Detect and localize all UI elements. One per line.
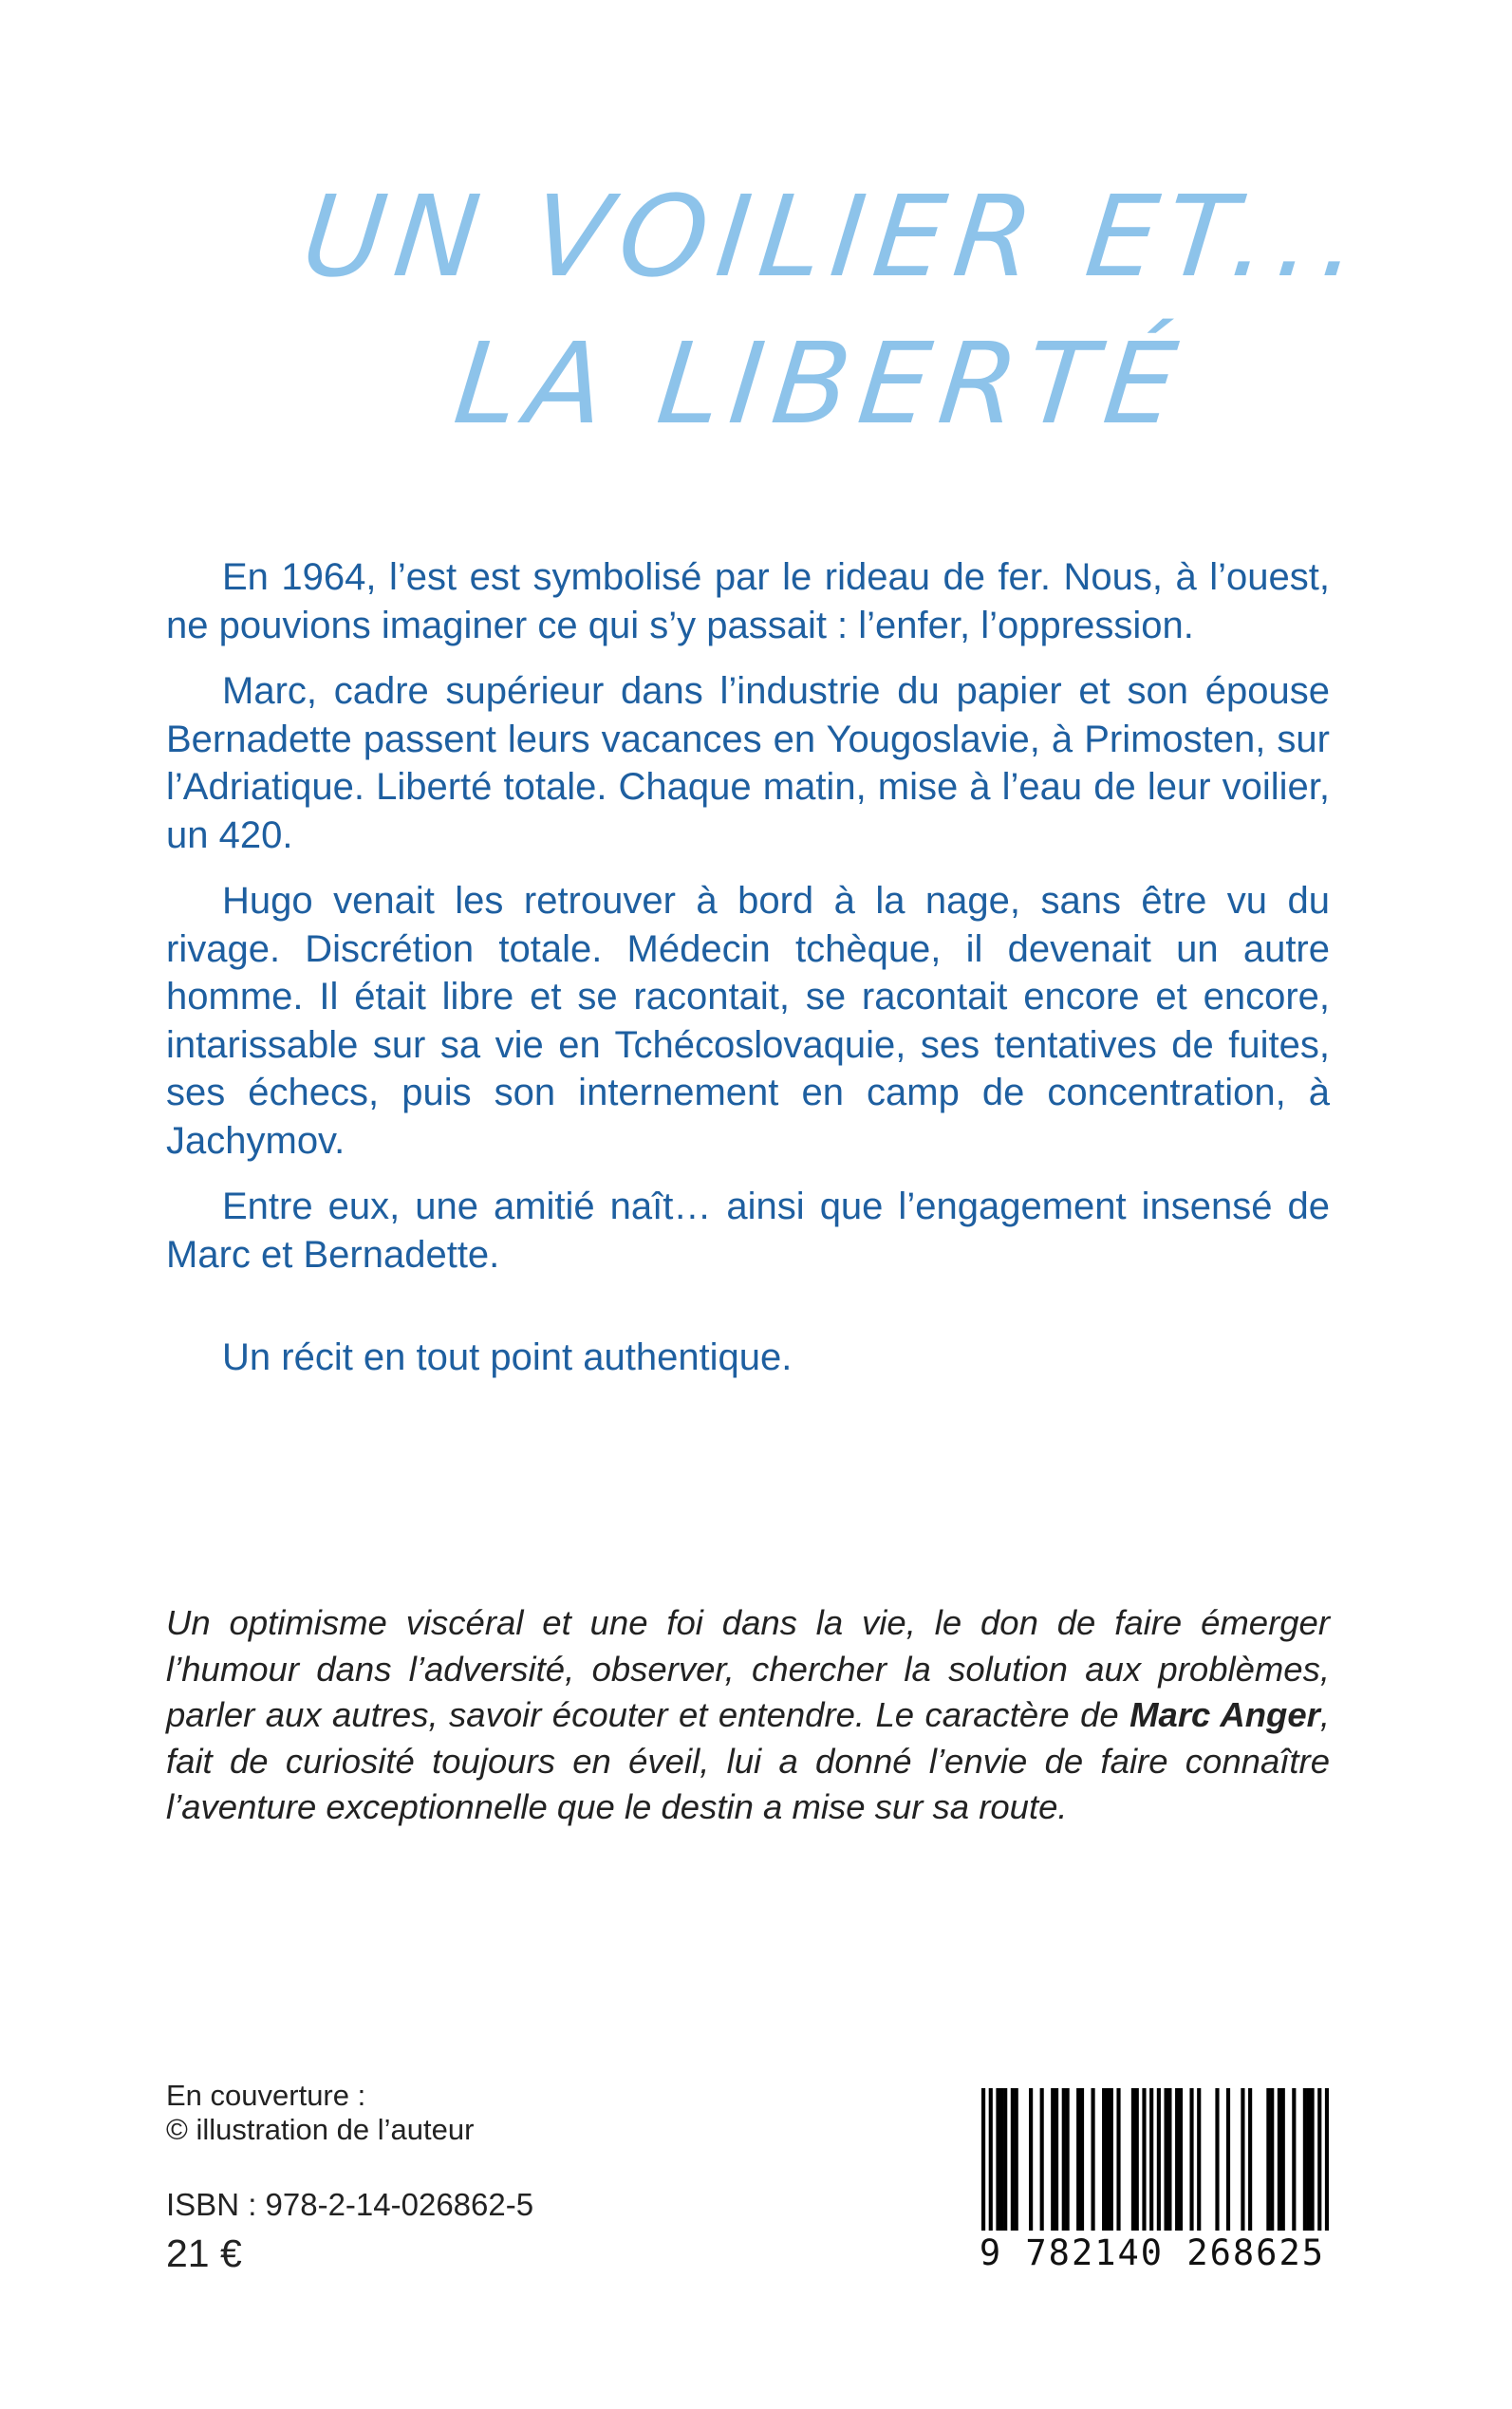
barcode-bar (1110, 2088, 1113, 2232)
barcode-bar (1062, 2088, 1066, 2232)
synopsis (166, 553, 1330, 1400)
synopsis-paragraph: Hugo venait les retrouver à bord à la nage, sans être vu du rivage. Discrétion totale. Médecin tchèque, il devenait un autre homme. Il était libre et se racontait, se racontait encore et encore, intarissable sur sa vie en Tchécoslovaquie, ses tentatives de fuites, ses échecs, puis son internement en camp de concentration, à Jachymov. (166, 880, 1330, 1162)
barcode-bar (1311, 2088, 1315, 2232)
book-title-line-1: UN VOILIER ET... (296, 171, 1374, 302)
barcode-bar (1281, 2088, 1285, 2232)
isbn: ISBN : 978-2-14-026862-5 (166, 2187, 534, 2222)
barcode-bar (1080, 2088, 1084, 2232)
barcode-bar (996, 2088, 999, 2232)
barcode-bar (1189, 2088, 1193, 2232)
barcode-bar (1215, 2088, 1219, 2232)
cover-credits-label: En couverture : (166, 2079, 366, 2112)
cover-credits-value: © illustration de l’auteur (166, 2113, 475, 2146)
cover-credits (166, 2079, 474, 2147)
barcode-bar (1040, 2088, 1044, 2232)
synopsis-closing: Un récit en tout point authentique. (222, 1336, 793, 1378)
barcode-bar (1226, 2088, 1230, 2232)
author-name: Marc Anger (1129, 1695, 1320, 1734)
barcode-bar (1055, 2088, 1058, 2232)
barcode-bar (1270, 2088, 1274, 2232)
synopsis-paragraph: Entre eux, une amitié naît… ainsi que l’engagement insensé de Marc et Bernadette. (166, 1186, 1330, 1276)
barcode-bar (1011, 2088, 1015, 2232)
barcode-bar (1102, 2088, 1106, 2232)
barcode-bar (1131, 2088, 1135, 2232)
barcode-bar (1175, 2088, 1179, 2232)
barcode-bar (1029, 2088, 1033, 2232)
barcode-bar (1003, 2088, 1007, 2232)
barcode-bar (1266, 2088, 1270, 2232)
barcode-bar (1248, 2088, 1252, 2232)
barcode-bar (1076, 2088, 1080, 2232)
barcode-bar (1135, 2088, 1139, 2232)
synopsis-paragraph: En 1964, l’est est symbolisé par le rideau de fer. Nous, à l’ouest, ne pouvions imaginer ce qui s’y passait : l’enfer, l’oppression. (166, 556, 1330, 646)
barcode-bar (1092, 2088, 1095, 2232)
barcode-bar (1116, 2088, 1120, 2232)
barcode-bar (1165, 2088, 1168, 2232)
barcode-bar (1241, 2088, 1244, 2232)
barcode-bar (1292, 2088, 1296, 2232)
barcode-bar (1015, 2088, 1018, 2232)
barcode-bar (1303, 2088, 1307, 2232)
barcode-bar (1307, 2088, 1311, 2232)
barcode-bar (1179, 2088, 1183, 2232)
barcode-bar (1106, 2088, 1110, 2232)
price: 21 € (166, 2232, 242, 2275)
synopsis-paragraph: Marc, cadre supérieur dans l’industrie du papier et son épouse Bernadette passent leurs vacances en Yougoslavie, à Primosten, sur l’Adriatique. Liberté totale. Chaque matin, mise à l’eau de leur voilier, un 420. (166, 670, 1330, 856)
barcode-bar (1167, 2088, 1171, 2232)
barcode-bar (1066, 2088, 1070, 2232)
barcode-bar (999, 2088, 1003, 2232)
barcode-bar (1142, 2088, 1146, 2232)
barcode-digits: 9 782140 268625 (940, 2231, 1329, 2276)
barcode-bar (1051, 2088, 1055, 2232)
book-title-line-2: LA LIBERTÉ (448, 318, 1192, 449)
barcode-bar (1197, 2088, 1201, 2232)
author-bio (166, 1600, 1330, 1831)
barcode-bar (1278, 2088, 1281, 2232)
author-bio-text-after: , fait de curiosité toujours en éveil, lui a donné l’envie de faire connaître l’aventure exceptionnelle que le destin a mise sur sa route. (166, 1695, 1330, 1826)
author-bio-text-before: Un optimisme viscéral et une foi dans la vie, le don de faire émerger l’humour dans l’adversité, observer, chercher la solution aux problèmes, parler aux autres, savoir écouter et entendre. Le caractère de (166, 1603, 1330, 1734)
